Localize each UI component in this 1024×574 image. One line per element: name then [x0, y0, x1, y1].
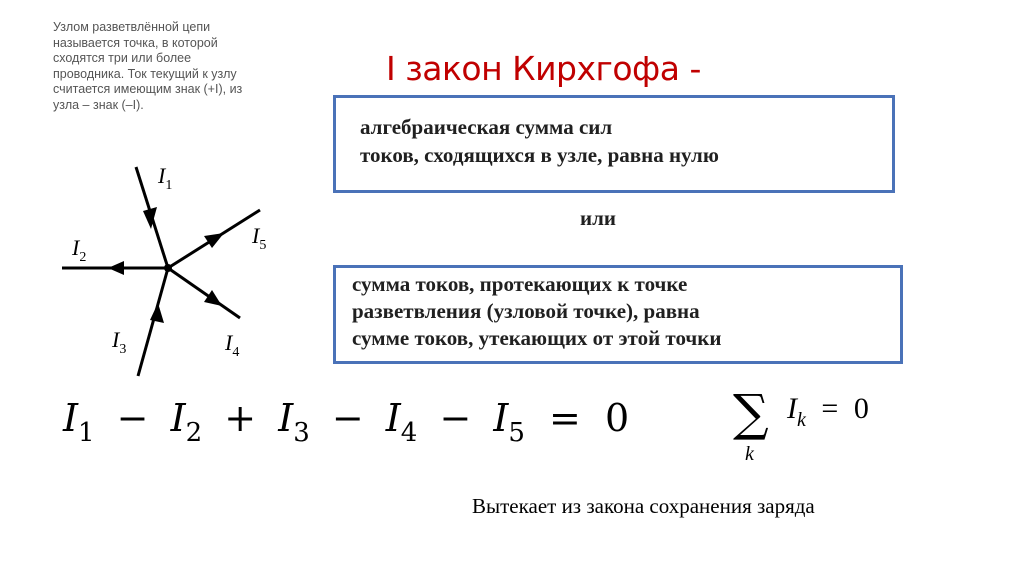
eq-rhs: 0 [604, 396, 630, 440]
label-i3: $I_3$ [112, 327, 127, 357]
alt-definition-line: сумма токов, протекающих к точке [352, 272, 688, 296]
note-line: сходятся три или более [53, 51, 192, 65]
alt-definition-line: сумме токов, утекающих от этой точки [352, 326, 722, 350]
alt-definition-box [333, 265, 903, 364]
sum-term: I [787, 392, 797, 425]
sum-formula [725, 370, 905, 465]
definition-line: токов, сходящихся в узле, равна нулю [360, 143, 719, 167]
slide-title: I закон Кирхгофа - [386, 49, 701, 88]
eq-term-5: I [493, 396, 509, 440]
svg-text:I1 − I2 + I3: $I_1$ − $I_2$ + $I_3$ − $I_4$ − $I_5$ = 0 [63, 396, 630, 448]
eq-term-4: I [385, 396, 401, 440]
label-i1: $I_1$ [158, 163, 173, 193]
label-i5: $I_5$ [252, 223, 267, 253]
definition-line: алгебраическая сумма сил [360, 115, 613, 139]
eq-minus-3: − [439, 396, 472, 440]
arrow-i5 [204, 233, 224, 248]
eq-plus: + [224, 396, 257, 440]
node-dot [164, 264, 172, 272]
conservation-note: Вытекает из закона сохранения заряда [472, 494, 815, 518]
arrow-i4 [204, 290, 222, 306]
definition-box [333, 95, 895, 193]
note-line: Узлом разветвлённой цепи [53, 20, 211, 34]
sum-equals: = [821, 392, 839, 425]
alt-definition-line: разветвления (узловой точке), равна [352, 299, 700, 323]
eq-term-3: I [278, 396, 294, 440]
eq-term-2: I [170, 396, 186, 440]
node-diagram [0, 0, 330, 390]
label-i4: $I_4$ [225, 330, 240, 360]
arrow-i3 [150, 303, 164, 323]
note-line: проводника. Ток текущий к узлу [53, 66, 237, 81]
note-line: называется точка, в которой [53, 35, 218, 50]
arrow-i2 [108, 261, 124, 275]
note-line: считается имеющим знак (+I), из [53, 82, 243, 96]
kirchhoff-equation [55, 385, 630, 455]
svg-text:Ik = 0: $I_k$ = 0 [787, 392, 869, 431]
eq-equals: = [549, 396, 581, 440]
sum-index-below: k [745, 443, 754, 465]
eq-term-1: I [63, 396, 79, 440]
wire-i4 [168, 268, 240, 318]
eq-minus-1: − [116, 396, 149, 440]
sum-rhs: 0 [853, 392, 869, 425]
note-line: узла – знак (–I). [53, 97, 144, 112]
or-label: или [580, 206, 616, 230]
label-i2: $I_2$ [72, 235, 87, 265]
eq-minus-2: − [331, 396, 364, 440]
sigma-symbol: ∑ [733, 384, 769, 442]
